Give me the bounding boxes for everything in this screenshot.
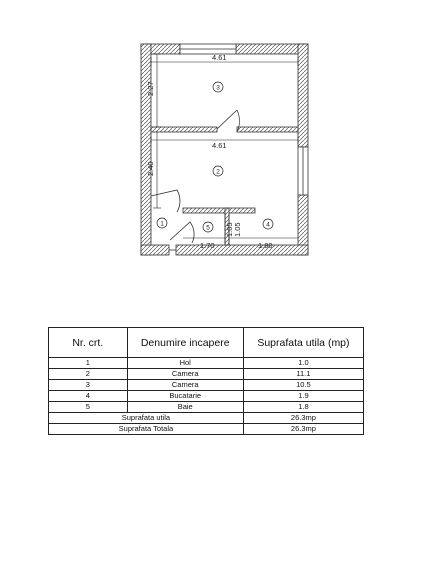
total-utila-label: Suprafata utila (49, 413, 244, 424)
dim-small-1: 1.05 (225, 222, 234, 237)
table-row (49, 391, 364, 402)
total-utila-value: 26.3mp (243, 413, 363, 424)
left-wall (141, 44, 151, 255)
cell-area: 1.9 (243, 391, 363, 402)
cell-nr: 5 (49, 402, 128, 413)
door-room3 (217, 110, 239, 132)
table-header-row (49, 328, 364, 358)
room-marker-4: 4 (266, 221, 270, 229)
cell-area: 10.5 (243, 380, 363, 391)
dimension-labels (146, 53, 273, 250)
interior-wall-horizontal (151, 127, 217, 132)
dim-top-width-1: 4.61 (212, 53, 227, 62)
total-totala-value: 26.3mp (243, 424, 363, 435)
cell-name: Camera (127, 380, 243, 391)
door-hall (151, 190, 180, 212)
bottom-wall-right (176, 245, 308, 255)
cell-nr: 2 (49, 369, 128, 380)
interior-wall-horizontal-2 (237, 127, 298, 132)
dim-room3-height: 2.27 (146, 81, 155, 96)
table-row (49, 369, 364, 380)
total-row-utila (49, 413, 364, 424)
room-marker-2: 2 (216, 168, 220, 176)
room-marker-1: 1 (160, 220, 164, 228)
room-marker-3: 3 (216, 84, 220, 92)
room-marker-5: 5 (206, 224, 210, 232)
bottom-wall-left (141, 245, 169, 255)
room-area-table (48, 327, 364, 435)
cell-area: 11.1 (243, 369, 363, 380)
total-row-totala (49, 424, 364, 435)
table-row (49, 402, 364, 413)
door-bath (170, 222, 194, 243)
cell-area: 1.0 (243, 358, 363, 369)
header-nr: Nr. crt. (49, 328, 128, 358)
cell-nr: 1 (49, 358, 128, 369)
cell-name: Hol (127, 358, 243, 369)
dim-kitchen-width: 1.80 (258, 241, 273, 250)
total-totala-label: Suprafata Totala (49, 424, 244, 435)
cell-nr: 4 (49, 391, 128, 402)
cell-name: Camera (127, 369, 243, 380)
interior-wall-lower (183, 208, 255, 213)
dim-room2-height: 2.40 (146, 161, 155, 176)
header-area: Suprafata utila (mp) (243, 328, 363, 358)
dim-hall-width: 1.70 (200, 241, 215, 250)
cell-name: Bucatarie (127, 391, 243, 402)
cell-area: 1.8 (243, 402, 363, 413)
cell-nr: 3 (49, 380, 128, 391)
windows (180, 44, 308, 195)
dim-small-2: 1.05 (233, 222, 242, 237)
table-row (49, 380, 364, 391)
right-wall-upper (298, 44, 308, 147)
top-wall-right (236, 44, 308, 54)
dim-top-width-2: 4.61 (212, 141, 227, 150)
header-name: Denumire incapere (127, 328, 243, 358)
cell-name: Baie (127, 402, 243, 413)
table-row (49, 358, 364, 369)
